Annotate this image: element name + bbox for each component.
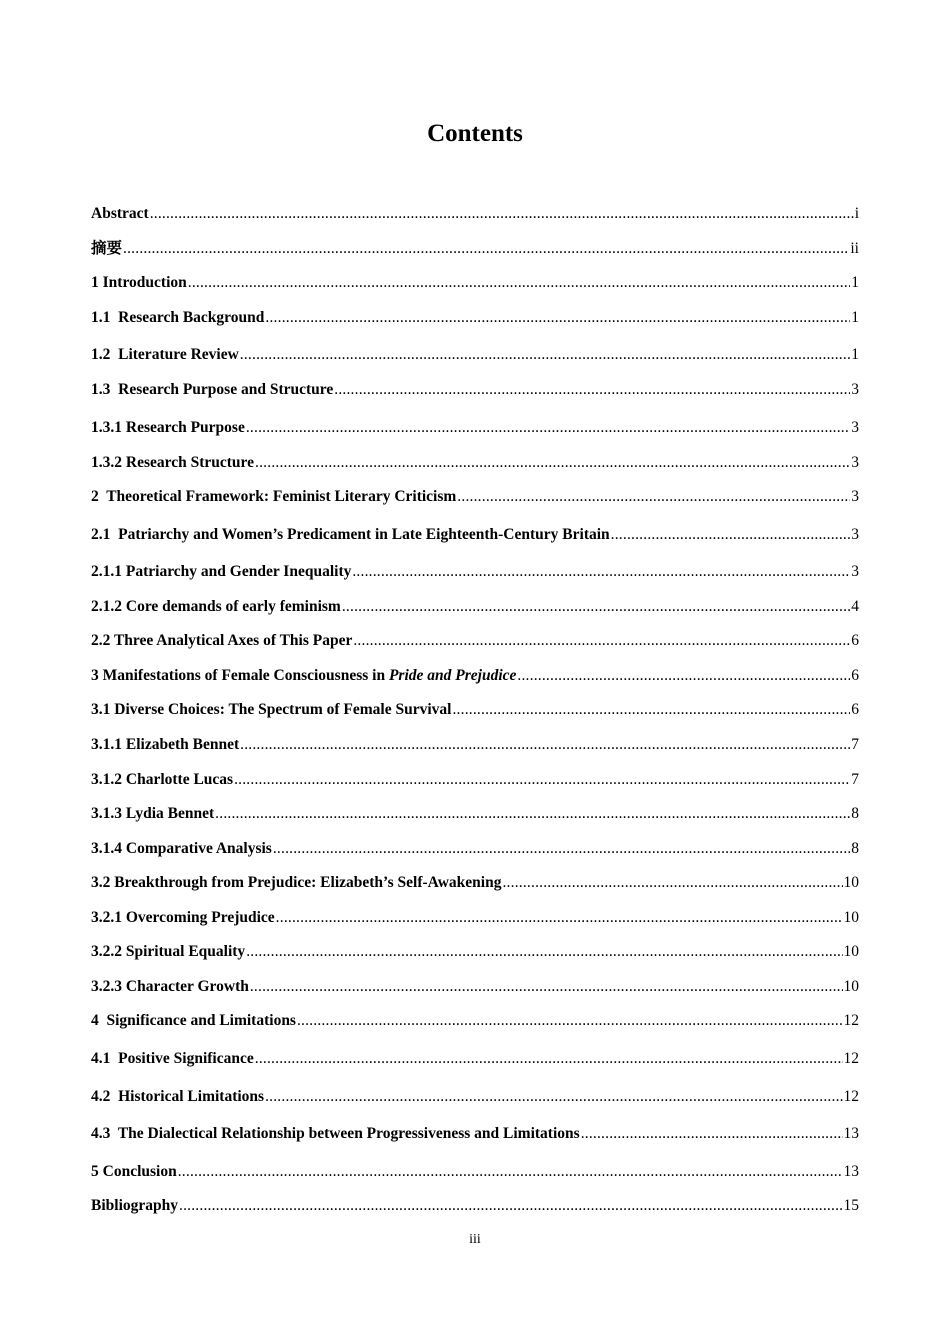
toc-entry[interactable]: [91, 838, 859, 860]
toc-entry-title: [91, 872, 501, 894]
toc-entry-title: [91, 344, 239, 366]
toc-entry-title: [91, 976, 249, 998]
dot-leader: [502, 872, 842, 894]
toc-entry-page: 7: [851, 771, 859, 788]
toc-entry[interactable]: [91, 1161, 859, 1183]
toc-entry-page: 3: [851, 526, 859, 543]
toc-entry-title: [91, 417, 245, 439]
dot-leader: [255, 1048, 843, 1070]
toc-entry-title: [91, 769, 233, 791]
dot-leader: [150, 203, 854, 225]
toc-entry-page: 12: [843, 1012, 859, 1029]
dot-leader: [246, 417, 850, 439]
toc-entry-title: [91, 561, 351, 583]
toc-entry-page: 3: [851, 381, 859, 398]
dot-leader: [240, 734, 850, 756]
toc-entry-title-text: Abstract: [91, 205, 149, 222]
dot-leader: [334, 379, 850, 401]
toc-entry-title-text: 1.3.2 Research Structure: [91, 454, 255, 471]
toc-entry[interactable]: [91, 417, 859, 439]
toc-entry-page: 4: [851, 598, 859, 615]
toc-entry-page: 13: [843, 1125, 859, 1142]
toc-entry-title: [91, 307, 264, 329]
toc-entry-title-text: 4.1 Positive Significance: [91, 1050, 254, 1067]
toc-entry[interactable]: [91, 734, 859, 756]
toc-entry[interactable]: [91, 379, 859, 401]
dot-leader: [276, 907, 843, 929]
toc-entry-title-text: Bibliography: [91, 1197, 178, 1214]
toc-entry[interactable]: [91, 486, 859, 508]
toc-entry-page: 8: [851, 840, 859, 857]
toc-entry-title-text: 3 Manifestations of Female Consciousness in: [91, 667, 389, 684]
toc-entry[interactable]: [91, 699, 859, 721]
toc-entry-title-text: 2.1.1 Patriarchy and Gender Inequality: [91, 563, 352, 580]
toc-entry[interactable]: [91, 976, 859, 998]
toc-entry-title-text: 4 Significance and Limitations: [91, 1012, 296, 1029]
toc-entry-page: 3: [851, 419, 859, 436]
toc-entry[interactable]: [91, 1010, 859, 1032]
toc-entry-title-text: 3.2 Breakthrough from Prejudice: Elizabeth’s Self-Awakening: [91, 874, 502, 891]
dot-leader: [265, 1086, 842, 1108]
toc-entry[interactable]: [91, 803, 859, 825]
dot-leader: [188, 272, 851, 294]
toc-entry-title: [91, 203, 149, 225]
toc-entry-page: 8: [851, 805, 859, 822]
toc-entry-title-text: 2.1.2 Core demands of early feminism: [91, 598, 341, 615]
toc-entry-title: [91, 379, 333, 401]
toc-entry-page: ii: [850, 240, 859, 257]
toc-entry-title-italic: Pride and Prejudice: [388, 667, 517, 684]
toc-entry-page: 15: [843, 1197, 859, 1214]
toc-entry-title-text: 1.3.1 Research Purpose: [91, 419, 245, 436]
dot-leader: [353, 630, 850, 652]
toc-entry-title-text: 3.2.3 Character Growth: [91, 978, 249, 995]
toc-entry[interactable]: [91, 452, 859, 474]
toc-entry-page: 6: [851, 701, 859, 718]
toc-entry-title: [91, 1161, 177, 1183]
toc-entry-page: 6: [851, 632, 859, 649]
toc-entry-title-text: 1 Introduction: [91, 274, 187, 291]
toc-entry-title-text: 2 Theoretical Framework: Feminist Literary Criticism: [91, 488, 457, 505]
toc-entry[interactable]: [91, 665, 859, 687]
toc-entry-page: 12: [843, 1088, 859, 1105]
toc-entry-page: 6: [851, 667, 859, 684]
toc-entry-page: 1: [851, 346, 859, 363]
toc-entry-title-text: 3.1 Diverse Choices: The Spectrum of Female Survival: [91, 701, 452, 718]
dot-leader: [246, 941, 842, 963]
page-title: Contents: [427, 119, 523, 147]
toc-entry-title-text: 2.1 Patriarchy and Women’s Predicament in Late Eighteenth-Century Britain: [91, 526, 610, 543]
toc-entry-title-text: 3.1.4 Comparative Analysis: [91, 840, 272, 857]
toc-entry[interactable]: [91, 1048, 859, 1070]
dot-leader: [240, 344, 850, 366]
toc-entry[interactable]: [91, 630, 859, 652]
toc-entry-page: 13: [843, 1163, 859, 1180]
toc-entry-title-text: 3.1.2 Charlotte Lucas: [91, 771, 234, 788]
toc-entry-page: 10: [843, 978, 859, 995]
toc-entry-page: 10: [843, 943, 859, 960]
toc-entry-page: 12: [843, 1050, 859, 1067]
toc-entry[interactable]: [91, 941, 859, 963]
toc-entry-title: [91, 838, 272, 860]
toc-entry[interactable]: [91, 1086, 859, 1108]
toc-entry-title: [91, 238, 122, 260]
toc-entry[interactable]: [91, 872, 859, 894]
toc-entry-title-text: 3.2.1 Overcoming Prejudice: [91, 909, 275, 926]
toc-entry-title-text: 4.2 Historical Limitations: [91, 1088, 265, 1105]
toc-entry[interactable]: [91, 596, 859, 618]
toc-entry-page: 1: [851, 309, 859, 326]
toc-entry-title-text: 1.1 Research Background: [91, 309, 265, 326]
toc-entry-page: 10: [843, 874, 859, 891]
toc-entry-title: [91, 699, 451, 721]
toc-entry-title: [91, 524, 610, 546]
dot-leader: [611, 524, 851, 546]
toc-entry-page: i: [854, 205, 859, 222]
toc-entry-title: [91, 1195, 178, 1217]
toc-entry-title: [91, 596, 341, 618]
toc-entry-title-text: 3.1.3 Lydia Bennet: [91, 805, 215, 822]
dot-leader: [250, 976, 843, 998]
dot-leader: [234, 769, 850, 791]
dot-leader: [581, 1123, 843, 1145]
toc-entry-title-text: 4.3 The Dialectical Relationship between Progressiveness and Limitations: [91, 1125, 580, 1142]
toc-entry-title-text: 3.2.2 Spiritual Equality: [91, 943, 246, 960]
toc-entry-title: [91, 734, 239, 756]
toc-entry-title: [91, 803, 214, 825]
toc-entry[interactable]: [91, 561, 859, 583]
toc-entry-title: [91, 665, 516, 687]
toc-entry-title-text: 1.2 Literature Review: [91, 346, 239, 363]
dot-leader: [352, 561, 850, 583]
toc-entry-page: 7: [851, 736, 859, 753]
dot-leader: [179, 1195, 843, 1217]
toc-entry-title-text: 5 Conclusion: [91, 1163, 177, 1180]
toc-entry-title: [91, 1010, 296, 1032]
toc-entry[interactable]: [91, 769, 859, 791]
toc-entry[interactable]: [91, 1195, 859, 1217]
dot-leader: [265, 307, 850, 329]
toc-entry-title: [91, 907, 275, 929]
toc-entry-page: 3: [851, 454, 859, 471]
page-number: iii: [469, 1232, 481, 1247]
toc-entry-page: 3: [851, 488, 859, 505]
toc-entry[interactable]: [91, 344, 859, 366]
dot-leader: [273, 838, 850, 860]
toc-entry-title-text: 摘要: [91, 240, 123, 257]
toc-entry[interactable]: [91, 907, 859, 929]
toc-entry-page: 3: [851, 563, 859, 580]
toc-entry-title-text: 3.1.1 Elizabeth Bennet: [91, 736, 240, 753]
toc-entry-title: [91, 1086, 264, 1108]
toc-entry-title: [91, 1123, 580, 1145]
dot-leader: [342, 596, 850, 618]
toc-entry-title: [91, 452, 254, 474]
dot-leader: [215, 803, 850, 825]
toc-entry-title-text: 2.2 Three Analytical Axes of This Paper: [91, 632, 353, 649]
toc-entry[interactable]: [91, 307, 859, 329]
toc-entry-title: [91, 941, 245, 963]
toc-entry-title: [91, 486, 456, 508]
toc-entry-title: [91, 1048, 254, 1070]
toc-entry[interactable]: [91, 203, 859, 225]
toc-entry-title: [91, 630, 352, 652]
dot-leader: [123, 238, 849, 260]
dot-leader: [452, 699, 850, 721]
toc-entry-title: [91, 272, 187, 294]
toc-entry[interactable]: [91, 1123, 859, 1145]
dot-leader: [178, 1161, 843, 1183]
toc-entry-page: 10: [843, 909, 859, 926]
dot-leader: [517, 665, 850, 687]
toc-entry-title-text: 1.3 Research Purpose and Structure: [91, 381, 334, 398]
dot-leader: [457, 486, 850, 508]
dot-leader: [297, 1010, 843, 1032]
toc-entry[interactable]: [91, 272, 859, 294]
toc-entry[interactable]: [91, 238, 859, 260]
toc-entry[interactable]: [91, 524, 859, 546]
dot-leader: [255, 452, 850, 474]
toc-entry-page: 1: [851, 274, 859, 291]
